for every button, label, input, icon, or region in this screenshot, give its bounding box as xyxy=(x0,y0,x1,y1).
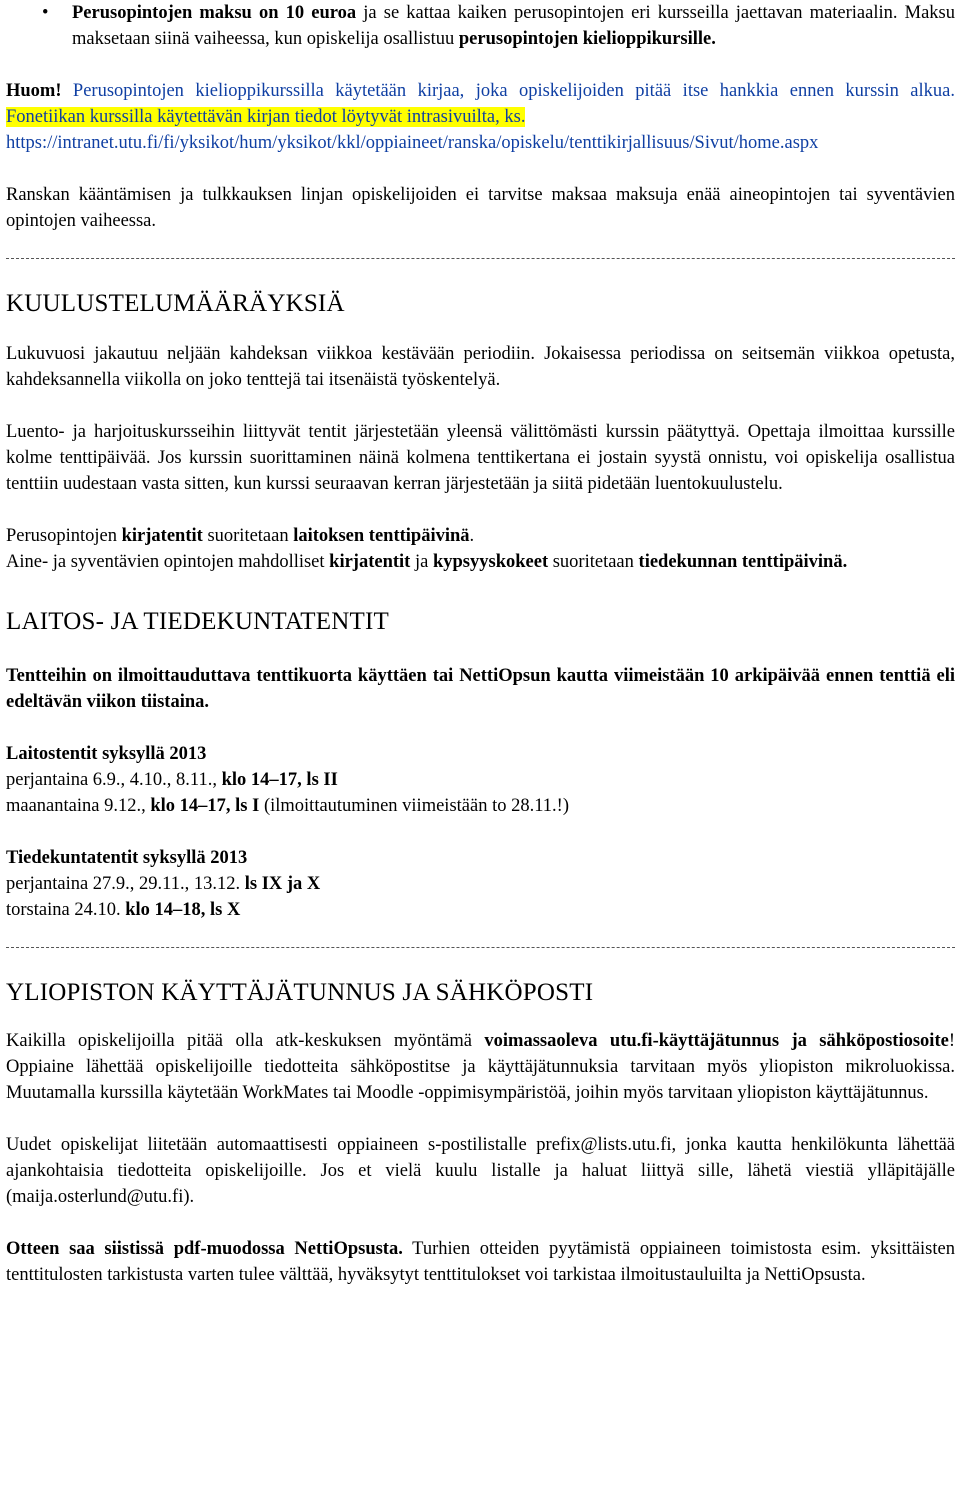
fee-bold: Perusopintojen maksu on 10 euroa xyxy=(72,3,357,23)
text: ! Oppiaine lähettää opiskelijoille tiedotteita sähköpostitse ja käyttäjätunnuksia tarvitaan myös yliopiston mikroluokissa. Muutamalla kurssilla käytetään WorkMates tai Moodle -oppimisympäristöä, joihin myös tarvitaan yliopiston käyttäjätunnus. xyxy=(6,1031,955,1103)
bold-text: klo 14–18, ls X xyxy=(125,900,241,920)
text: ja xyxy=(410,552,433,572)
fee-course: perusopintojen kielioppikursille. xyxy=(458,29,716,49)
notice-text: Tentteihin on ilmoittauduttava tenttikuorta käyttäen tai NettiOpsun kautta viimeistään 10 arkipäivää ennen tenttiä eli edeltävän viikon tiistaina. xyxy=(6,666,955,712)
bold-text: laitoksen tenttipäivinä xyxy=(293,526,470,546)
tdk-title: Tiedekuntatentit syksyllä 2013 xyxy=(6,848,248,868)
fee-bullet xyxy=(6,0,955,52)
bold-text: kypsyyskokeet xyxy=(432,552,549,572)
laitos-exams xyxy=(6,741,955,819)
intranet-link[interactable]: https://intranet.utu.fi/fi/yksikot/hum/yksikot/kkl/oppiaineet/ranska/opiskelu/tenttikirjallisuus/Sivut/home.aspx xyxy=(6,133,819,153)
heading-kuulustelu: KUULUSTELUMÄÄRÄYKSIÄ xyxy=(6,290,345,317)
text: . xyxy=(469,526,475,546)
text: Perusopintojen xyxy=(6,526,122,546)
text: Kaikilla opiskelijoilla pitää olla atk-keskuksen myöntämä xyxy=(6,1031,485,1051)
bold-text: kirjatentit xyxy=(121,526,203,546)
bullet-dot-icon: • xyxy=(42,3,49,23)
text: torstaina 24.10. xyxy=(6,900,126,920)
phonetics-highlight: Fonetiikan kurssilla käytettävän kirjan tiedot löytyvät intrasivuilta, ks. xyxy=(6,107,526,127)
huom-label: Huom! xyxy=(6,81,62,101)
bold-text: klo 14–17, ls I xyxy=(150,796,260,816)
translation-paragraph: Ranskan kääntämisen ja tulkkauksen linjan opiskelijoiden ei tarvitse maksaa maksuja enää aineopintojen tai syventävien opintojen vaiheessa. xyxy=(6,185,955,231)
huom-text: Perusopintojen kielioppikurssilla käytetään kirjaa, joka opiskelijoiden pitää itse hankkia ennen kurssin alkua. xyxy=(61,81,955,101)
bold-text: klo 14–17, ls II xyxy=(221,770,338,790)
book-exam-paragraph xyxy=(6,523,955,575)
bold-text: voimassaoleva utu.fi-käyttäjätunnus ja sähköpostiosoite xyxy=(484,1031,949,1051)
text: (ilmoittautuminen viimeistään to 28.11.!) xyxy=(259,796,569,816)
fee-text: ja se kattaa kaiken perusopintojen eri kursseilla jaettavan materiaalin. Maksu maksetaan siinä vaiheessa, kun opiskelija osallistuu xyxy=(72,3,956,49)
text: Aine- ja syventävien opintojen mahdolliset xyxy=(6,552,330,572)
bold-text: kirjatentit xyxy=(329,552,411,572)
transcript-paragraph xyxy=(6,1236,955,1288)
tdk-exams xyxy=(6,845,955,923)
period-paragraph: Lukuvuosi jakautuu neljään kahdeksan viikkoa kestävään periodiin. Jokaisessa periodissa on seitsemän viikkoa opetusta, kahdeksannella viikolla on joko tenttejä tai itsenäistä työskentelyä. xyxy=(6,344,955,390)
heading-yliopisto: YLIOPISTON KÄYTTÄJÄTUNNUS JA SÄHKÖPOSTI xyxy=(6,979,594,1006)
registration-notice xyxy=(6,663,955,715)
text: suoritetaan xyxy=(202,526,294,546)
huom-paragraph xyxy=(6,78,955,156)
account-paragraph xyxy=(6,1028,955,1106)
divider xyxy=(6,258,955,259)
text: perjantaina 27.9., 29.11., 13.12. xyxy=(6,874,245,894)
heading-laitos: LAITOS- JA TIEDEKUNTATENTIT xyxy=(6,608,389,635)
bold-text: tiedekunnan tenttipäivinä. xyxy=(638,552,848,572)
text: Turhien otteiden pyytämistä oppiaineen toimistosta esim. yksittäisten tenttitulosten tarkistusta varten tulee välttää, hyväksytyt tenttitulokset voi tarkistaa ilmoitustauluilta ja NettiOpsusta. xyxy=(6,1239,955,1285)
bold-text: Otteen saa siistissä pdf-muodossa NettiOpsusta. xyxy=(6,1239,403,1259)
divider xyxy=(6,947,955,948)
text: maanantaina 9.12., xyxy=(6,796,151,816)
mailing-list-paragraph: Uudet opiskelijat liitetään automaattisesti oppiaineen s-postilistalle prefix@lists.utu.fi, jonka kautta henkilökunta lähettää ajankohtaisia tiedotteita opiskelijoille. Jos et vielä kuulu listalle ja haluat liittyä sille, lähetä viestiä ylläpitäjälle (maija.osterlund@utu.fi). xyxy=(6,1135,955,1207)
exam-paragraph: Luento- ja harjoituskursseihin liittyvät tentit järjestetään yleensä välittömästi kurssin päätyttyä. Opettaja ilmoittaa kurssille kolme tenttipäivää. Jos kurssin suorittaminen näinä kolmena tenttikertana ei jostain syystä onnistu, voi opiskelija osallistua tenttiin uudestaan vasta sitten, kun kurssi seuraavan kerran järjestetään ja siitä pidetään luentokuulustelu. xyxy=(6,422,955,494)
text: perjantaina 6.9., 4.10., 8.11., xyxy=(6,770,222,790)
bold-text: ls IX ja X xyxy=(244,874,321,894)
laitos-title: Laitostentit syksyllä 2013 xyxy=(6,744,207,764)
text: suoritetaan xyxy=(548,552,639,572)
